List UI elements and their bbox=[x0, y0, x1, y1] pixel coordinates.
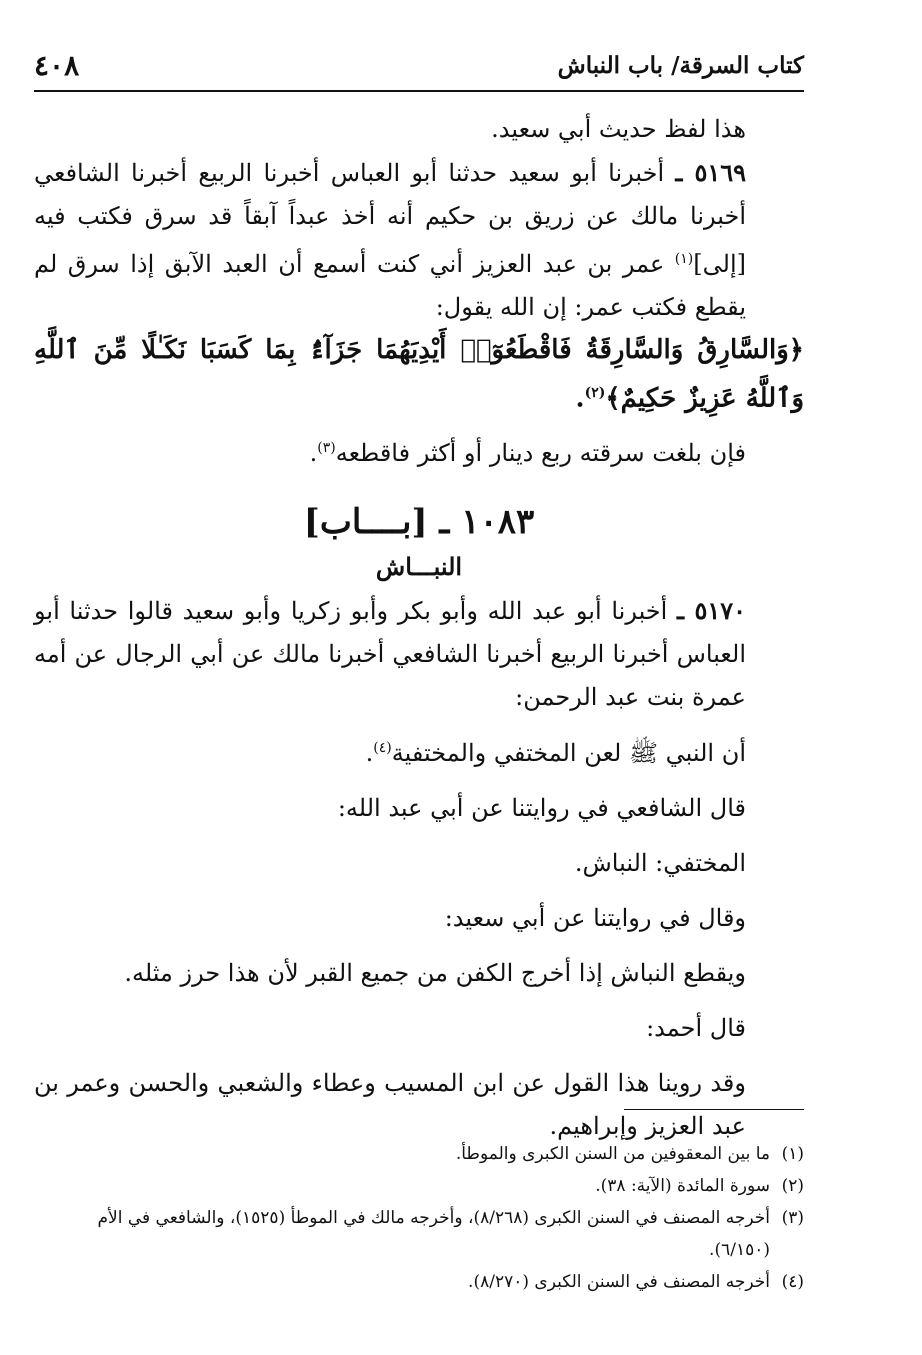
punct: . bbox=[575, 383, 585, 414]
paragraph bbox=[34, 427, 804, 475]
footnote bbox=[34, 1170, 804, 1202]
paragraph: وقد روينا هذا القول عن ابن المسيب وعطاء والشعبي والحسن وعمر بن عبد العزيز وإبراهيم. bbox=[34, 1068, 746, 1140]
footnote bbox=[34, 1202, 804, 1266]
book-page bbox=[34, 40, 804, 1330]
running-header bbox=[34, 40, 804, 92]
paragraph: ويقطع النباش إذا أخرج الكفن من جميع القبر لأن هذا حرز مثله. bbox=[124, 958, 746, 987]
footnote-text: ما بين المعقوفين من السنن الكبرى والموطأ. bbox=[455, 1144, 770, 1164]
hadith-text: أخبرنا أبو سعيد حدثنا أبو العباس أخبرنا الربيع أخبرنا الشافعي أخبرنا مالك عن زريق بن حكيم أنه أخذ عبداً آبقاً قد سرق فكتب فيه [إلى] bbox=[34, 159, 746, 278]
hadith-text-cont: عمر بن عبد العزيز أني كنت أسمع أن العبد الآبق إذا سرق لم يقطع فكتب عمر: إن الله يقول: bbox=[34, 250, 746, 321]
paragraph-text: أن النبي ﷺ لعن المختفي والمختفية bbox=[391, 738, 746, 767]
paragraph: هذا لفظ حديث أبي سعيد. bbox=[491, 115, 746, 143]
footnote-number: (٢) bbox=[781, 1176, 804, 1196]
footnote-text: أخرجه المصنف في السنن الكبرى (٨/٢٦٨)، وأخرجه مالك في الموطأ (١٥٢٥)، والشافعي في الأم (٦/١٥٠). bbox=[97, 1208, 770, 1260]
punct: . bbox=[309, 438, 318, 467]
footnote-ref: (٤) bbox=[373, 739, 392, 756]
footnote-divider bbox=[624, 1109, 804, 1110]
footnote-number: (٣) bbox=[781, 1208, 804, 1228]
paragraph: المختفي: النباش. bbox=[574, 848, 746, 877]
quran-verse bbox=[34, 329, 804, 421]
footnote bbox=[34, 1266, 804, 1298]
footnote-number: (١) bbox=[781, 1144, 804, 1164]
hadith-text: أخبرنا أبو عبد الله وأبو بكر وأبو زكريا وأبو سعيد قالوا حدثنا أبو العباس أخبرنا الربيع أخبرنا الشافعي أخبرنا مالك عن أبي الرجال عن أمه عمرة بنت عبد الرحمن: bbox=[34, 596, 746, 711]
chapter-subtitle: النبـــاش bbox=[375, 551, 463, 581]
paragraph bbox=[34, 727, 804, 775]
paragraph: قال أحمد: bbox=[646, 1013, 746, 1042]
footnote-ref: (٣) bbox=[317, 439, 336, 456]
paragraph: قال الشافعي في روايتنا عن أبي عبد الله: bbox=[337, 793, 746, 822]
paragraph: وقال في روايتنا عن أبي سعيد: bbox=[444, 903, 746, 932]
footnote bbox=[34, 1138, 804, 1170]
punct: . bbox=[365, 738, 374, 767]
page-number: ٤٠٨ bbox=[34, 48, 80, 82]
hadith-5170 bbox=[34, 589, 804, 719]
footnote-text: سورة المائدة (الآية: ٣٨). bbox=[595, 1176, 770, 1196]
footnote-ref: (٢) bbox=[584, 385, 606, 401]
hadith-number: ٥١٧٠ ـ bbox=[677, 595, 747, 625]
paragraph-text: فإن بلغت سرقته ربع دينار أو أكثر فاقطعه bbox=[335, 438, 746, 467]
footnote-number: (٤) bbox=[781, 1272, 804, 1292]
main-text bbox=[34, 108, 804, 1148]
quran-text: ﴿وَالسَّارِقُ وَالسَّارِقَةُ فَاقْطَعُوٓا۟ أَيْدِيَهُمَا جَزَآءًۢ بِمَا كَسَبَا نَكَـٰلًا مِّنَ ٱللَّهِ وَٱللَّهُ عَزِيزٌ حَكِيمٌ﴾ bbox=[34, 335, 804, 414]
hadith-5169 bbox=[34, 151, 804, 329]
footnote-ref: (١) bbox=[674, 251, 694, 267]
footnotes bbox=[34, 1138, 804, 1298]
footnote-text: أخرجه المصنف في السنن الكبرى (٨/٢٧٠). bbox=[468, 1272, 770, 1292]
header-title: كتاب السرقة/ باب النباش bbox=[557, 51, 804, 79]
chapter-title: ١٠٨٣ ـ [بــــاب] bbox=[303, 501, 535, 542]
hadith-number: ٥١٦٩ ـ bbox=[675, 158, 747, 187]
